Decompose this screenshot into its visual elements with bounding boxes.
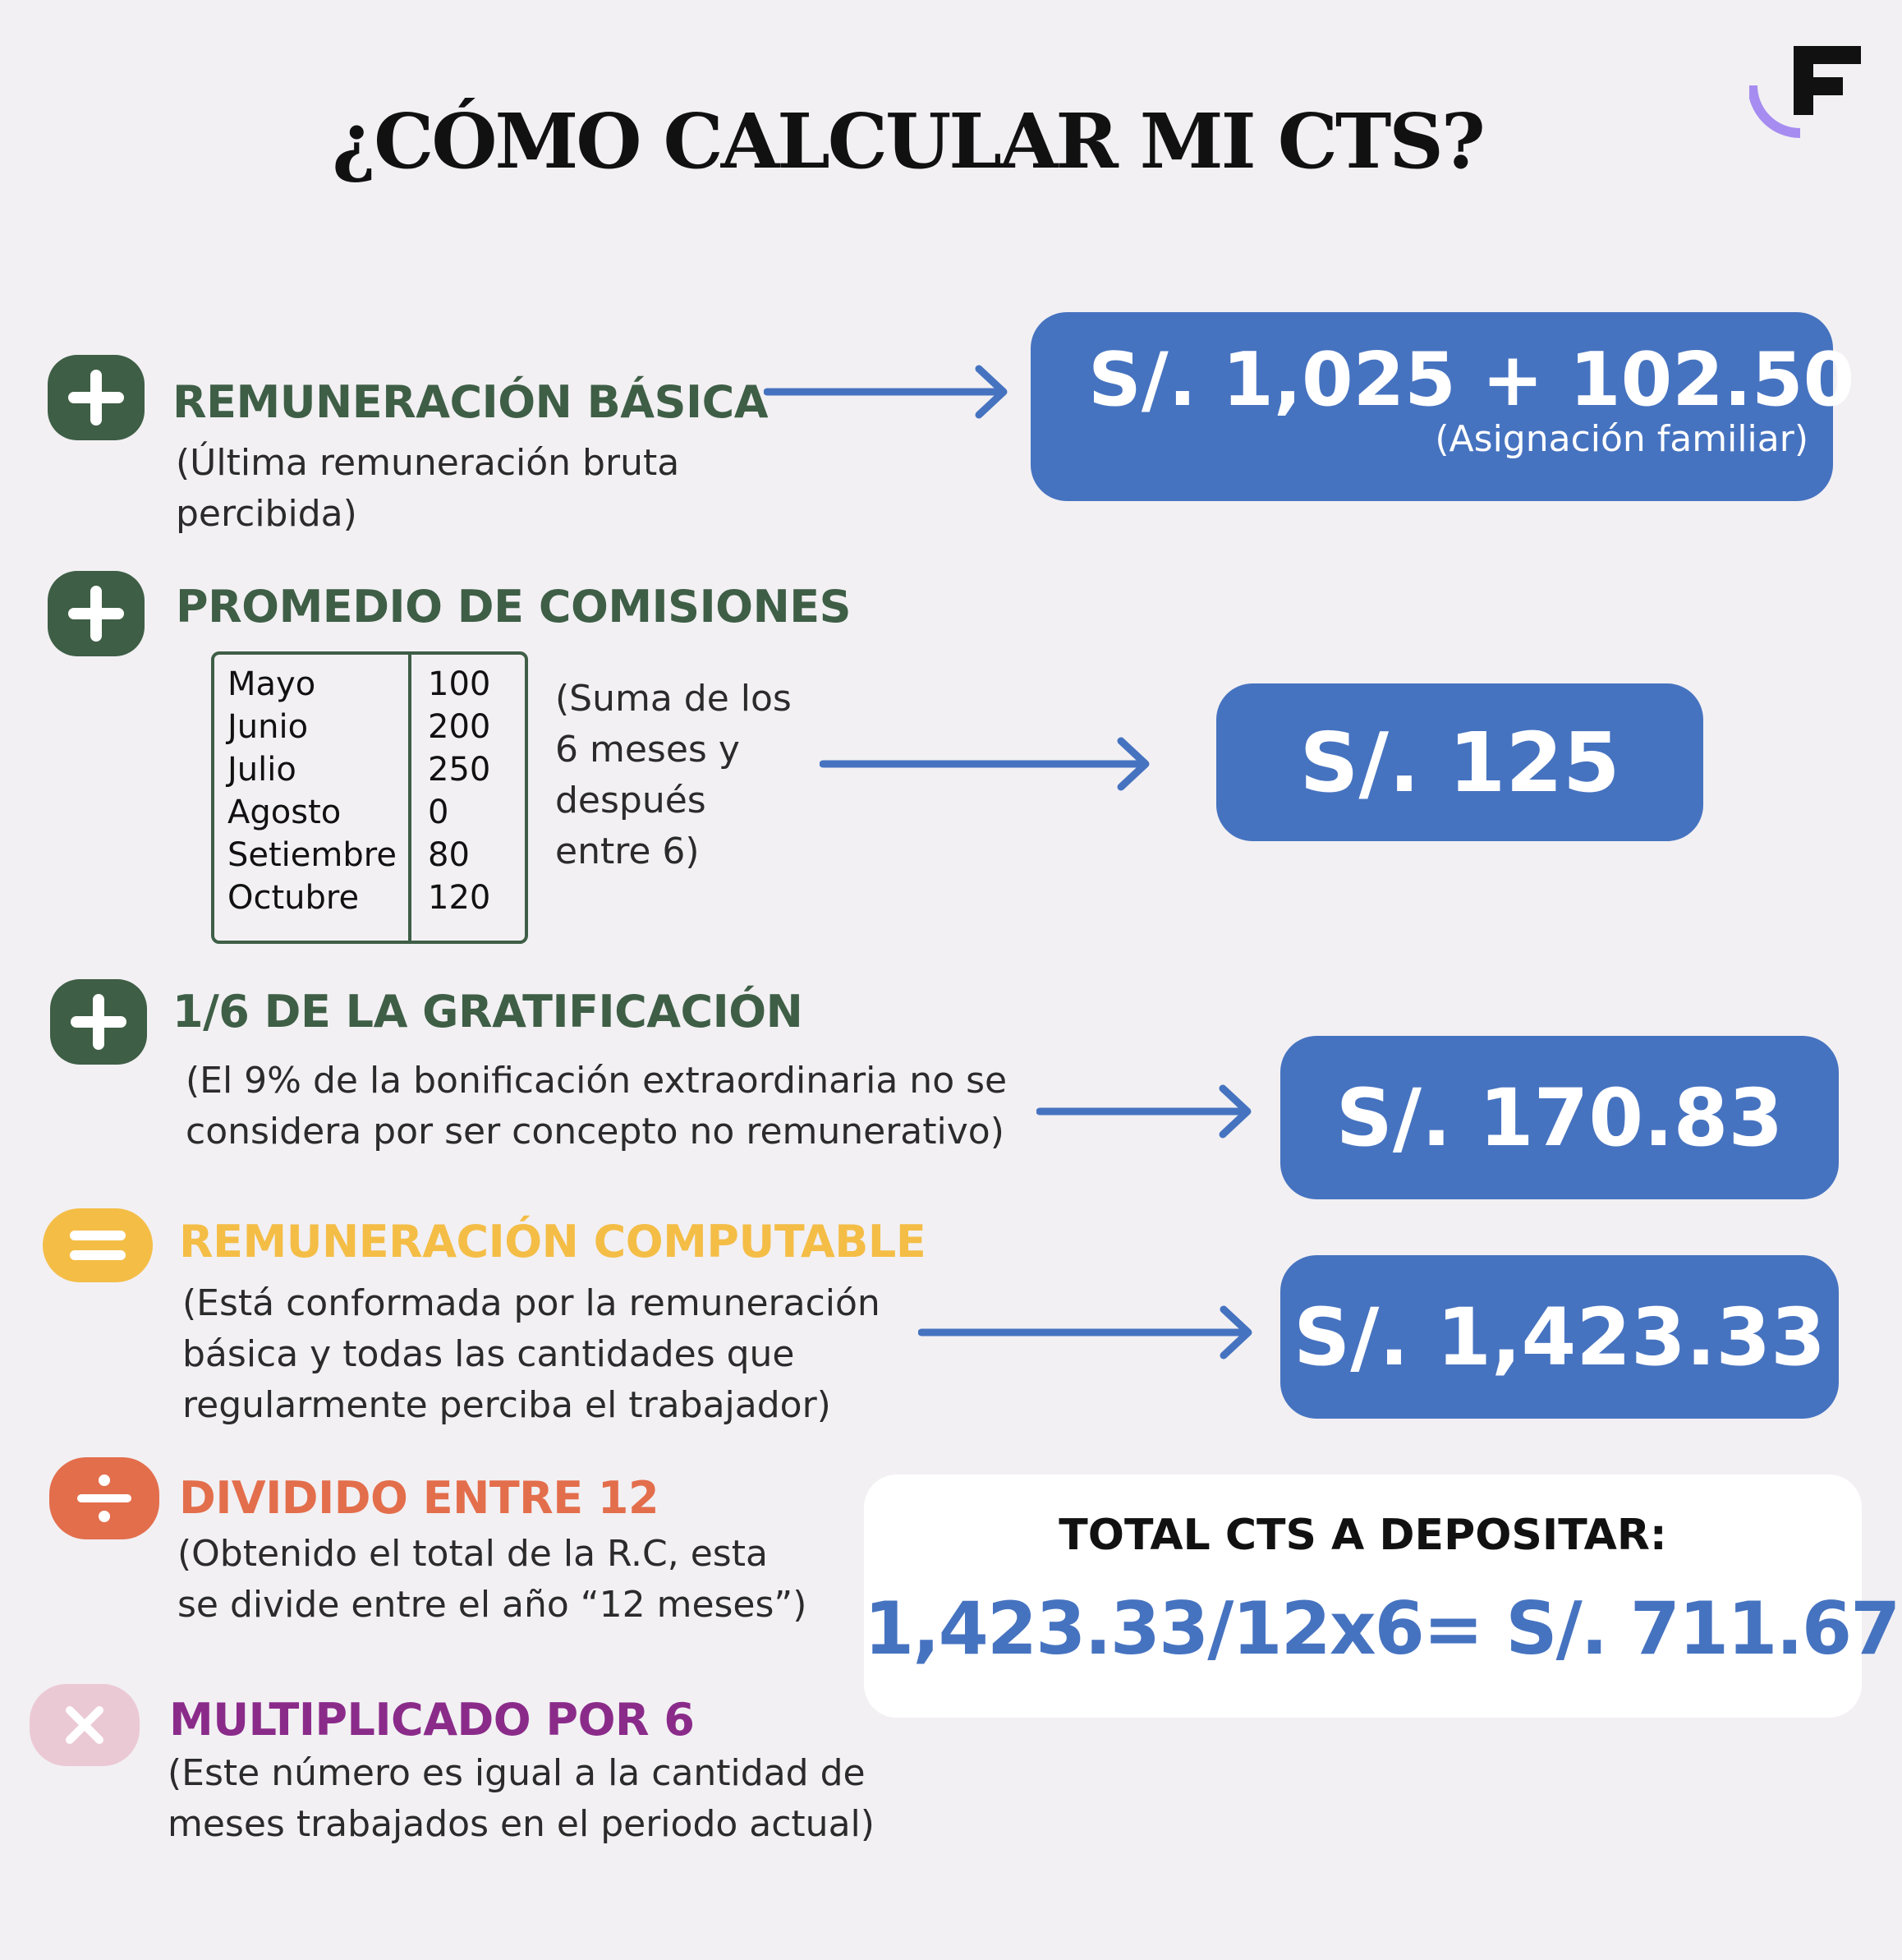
multiply-icon bbox=[30, 1684, 140, 1766]
total-formula: 1,423.33/12x6= S/. 711.67 bbox=[864, 1586, 1900, 1671]
section-heading-dividido: DIVIDIDO ENTRE 12 bbox=[179, 1472, 659, 1524]
value-box-remuneracion-computable bbox=[1280, 1255, 1839, 1419]
value-box-remuneracion-basica bbox=[1031, 312, 1855, 501]
value-note: (Asignación familiar) bbox=[1435, 418, 1808, 460]
section-heading-remuneracion-computable: REMUNERACIÓN COMPUTABLE bbox=[179, 1216, 926, 1268]
table-cell-month: Junio bbox=[227, 708, 309, 746]
months-column bbox=[214, 655, 411, 941]
section-desc: (Este número es igual a la cantidad de bbox=[168, 1752, 866, 1794]
section-desc: entre 6) bbox=[555, 830, 700, 872]
plus-icon bbox=[48, 355, 145, 440]
plus-icon bbox=[50, 979, 147, 1065]
arrow-right-icon bbox=[820, 735, 1152, 793]
table-cell-month: Mayo bbox=[227, 665, 316, 703]
table-cell-month: Agosto bbox=[227, 794, 342, 831]
section-heading-promedio-comisiones: PROMEDIO DE COMISIONES bbox=[176, 581, 852, 633]
brand-logo-icon bbox=[1749, 43, 1864, 141]
amounts-column bbox=[411, 655, 490, 941]
total-card bbox=[864, 1475, 1900, 1718]
section-heading-gratificacion: 1/6 DE LA GRATIFICACIÓN bbox=[172, 986, 803, 1038]
table-cell-amount: 250 bbox=[428, 751, 491, 789]
section-desc: 6 meses y bbox=[555, 729, 740, 771]
page-title: ¿CÓMO CALCULAR MI CTS? bbox=[332, 97, 1483, 186]
section-desc: regularmente perciba el trabajador) bbox=[182, 1384, 831, 1426]
section-desc: básica y todas las cantidades que bbox=[182, 1333, 795, 1375]
section-desc: meses trabajados en el periodo actual) bbox=[168, 1803, 875, 1845]
section-desc: (Suma de los bbox=[555, 678, 792, 720]
section-desc: se divide entre el año “12 meses”) bbox=[177, 1584, 807, 1626]
table-cell-amount: 100 bbox=[428, 665, 491, 703]
equals-icon bbox=[43, 1208, 153, 1282]
table-cell-amount: 80 bbox=[428, 836, 470, 874]
total-label: TOTAL CTS A DEPOSITAR: bbox=[1059, 1511, 1667, 1560]
section-desc: considera por ser concepto no remunerativo) bbox=[186, 1111, 1004, 1153]
value-box-promedio-comisiones bbox=[1216, 683, 1703, 841]
divide-icon bbox=[49, 1457, 159, 1539]
section-desc: percibida) bbox=[176, 493, 357, 535]
plus-icon bbox=[48, 571, 145, 656]
value-text: S/. 1,025 + 102.50 bbox=[1088, 337, 1855, 423]
section-desc: (Última remuneración bruta bbox=[176, 442, 680, 484]
arrow-right-icon bbox=[764, 363, 1010, 421]
section-desc: después bbox=[555, 780, 706, 821]
table-cell-amount: 120 bbox=[428, 879, 491, 917]
arrow-right-icon bbox=[1036, 1083, 1254, 1140]
table-cell-amount: 200 bbox=[428, 708, 491, 746]
table-cell-month: Julio bbox=[227, 751, 296, 789]
arrow-right-icon bbox=[918, 1304, 1255, 1361]
section-desc: (Obtenido el total de la R.C, esta bbox=[177, 1533, 768, 1575]
value-text: S/. 170.83 bbox=[1335, 1071, 1784, 1164]
section-heading-remuneracion-basica: REMUNERACIÓN BÁSICA bbox=[172, 376, 768, 428]
value-box-gratificacion bbox=[1280, 1036, 1839, 1199]
section-desc: (Está conformada por la remuneración bbox=[182, 1282, 880, 1324]
value-text: S/. 125 bbox=[1299, 714, 1620, 811]
table-cell-amount: 0 bbox=[428, 794, 449, 831]
table-cell-month: Octubre bbox=[227, 879, 360, 917]
section-heading-multiplicado: MULTIPLICADO POR 6 bbox=[169, 1694, 695, 1746]
table-cell-month: Setiembre bbox=[227, 836, 397, 874]
section-desc: (El 9% de la bonificación extraordinaria no se bbox=[186, 1060, 1008, 1102]
value-text: S/. 1,423.33 bbox=[1293, 1291, 1826, 1383]
commissions-table bbox=[211, 651, 528, 944]
